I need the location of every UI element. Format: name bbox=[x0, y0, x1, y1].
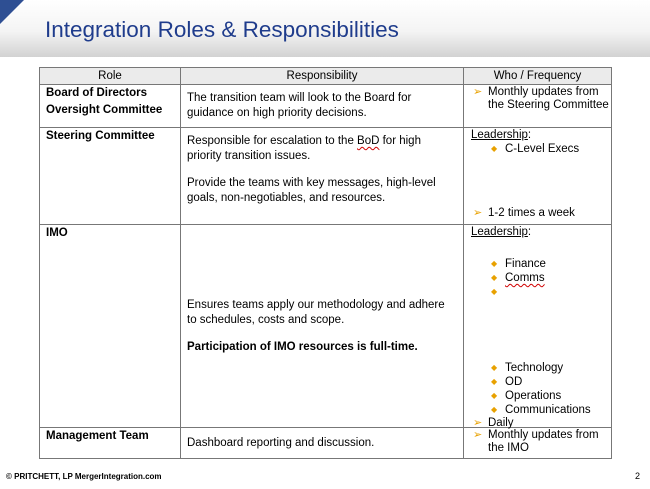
role-name: Steering Committee bbox=[46, 130, 155, 142]
orange-arrow-icon: ➢ bbox=[473, 207, 483, 219]
table-row bbox=[40, 428, 612, 459]
frequency-item: ➢ 1-2 times a week bbox=[473, 207, 575, 219]
orange-diamond-icon: ◆ bbox=[491, 287, 498, 296]
responsibility-cell bbox=[181, 225, 464, 428]
footer-copyright: © PRITCHETT, LP MergerIntegration.com bbox=[6, 472, 162, 481]
orange-diamond-icon: ◆ bbox=[491, 144, 498, 153]
orange-diamond-icon: ◆ bbox=[491, 405, 498, 414]
responsibility-text: Provide the teams with key messages, high-level goals, non-negotiables, and resources. bbox=[187, 177, 436, 204]
list-item: ◆ Finance bbox=[491, 258, 546, 270]
role-name: Management Team bbox=[46, 430, 149, 442]
frequency-item: ➢ Monthly updates from the IMO bbox=[473, 429, 599, 454]
slide-title: Integration Roles & Responsibilities bbox=[45, 17, 399, 42]
responsibility-text: Responsible for escalation to the BoD for high priority transition issues. bbox=[187, 135, 421, 162]
page-number: 2 bbox=[635, 471, 641, 481]
orange-diamond-icon: ◆ bbox=[491, 273, 498, 282]
responsibility-text: Dashboard reporting and discussion. bbox=[187, 436, 375, 449]
list-item: ◆ Comms bbox=[491, 272, 545, 284]
orange-diamond-icon: ◆ bbox=[491, 363, 498, 372]
frequency-item: ➢ Daily bbox=[473, 417, 514, 429]
leadership-label: Leadership: bbox=[471, 129, 532, 141]
header-who-frequency: Who / Frequency bbox=[464, 68, 612, 85]
orange-diamond-icon: ◆ bbox=[491, 259, 498, 268]
role-name: Oversight Committee bbox=[46, 104, 163, 116]
role-cell bbox=[40, 128, 181, 225]
responsibility-text: The transition team will look to the Board for guidance on high priority decisions. bbox=[187, 92, 412, 119]
list-item: ◆ C-Level Execs bbox=[491, 143, 580, 155]
table-row bbox=[40, 225, 612, 428]
orange-arrow-icon: ➢ bbox=[473, 429, 483, 441]
role-name: Board of Directors bbox=[46, 87, 147, 99]
role-cell bbox=[40, 85, 181, 128]
orange-diamond-icon: ◆ bbox=[491, 391, 498, 400]
orange-arrow-icon: ➢ bbox=[473, 417, 483, 429]
list-item: ◆ Technology bbox=[491, 362, 564, 374]
header-role: Role bbox=[40, 68, 181, 85]
table-header-row bbox=[40, 68, 612, 85]
who-frequency-cell bbox=[464, 85, 612, 128]
role-cell bbox=[40, 428, 181, 459]
responsibility-cell bbox=[181, 428, 464, 459]
orange-diamond-icon: ◆ bbox=[491, 377, 498, 386]
leadership-label: Leadership: bbox=[471, 226, 532, 238]
who-frequency-cell bbox=[464, 225, 612, 428]
role-name: IMO bbox=[46, 227, 68, 239]
spellcheck-underline: BoD bbox=[357, 135, 380, 147]
roles-table bbox=[39, 67, 612, 459]
list-item: ◆ Communications bbox=[491, 404, 591, 416]
who-frequency-cell bbox=[464, 128, 612, 225]
responsibility-cell bbox=[181, 85, 464, 128]
role-cell bbox=[40, 225, 181, 428]
responsibility-text: Participation of IMO resources is full-time. bbox=[187, 340, 418, 353]
table-row bbox=[40, 128, 612, 225]
list-item bbox=[464, 285, 611, 299]
orange-arrow-icon: ➢ bbox=[473, 86, 483, 98]
header-responsibility: Responsibility bbox=[181, 68, 464, 85]
list-item: ◆ Operations bbox=[491, 390, 562, 402]
list-item: ◆ OD bbox=[491, 376, 523, 388]
frequency-item: ➢ Monthly updates from the Steering Committee bbox=[473, 86, 609, 111]
responsibility-text: Ensures teams apply our methodology and adhere to schedules, costs and scope. bbox=[187, 298, 445, 326]
who-frequency-cell bbox=[464, 428, 612, 459]
corner-accent bbox=[0, 0, 24, 24]
table-row bbox=[40, 85, 612, 128]
responsibility-cell bbox=[181, 128, 464, 225]
